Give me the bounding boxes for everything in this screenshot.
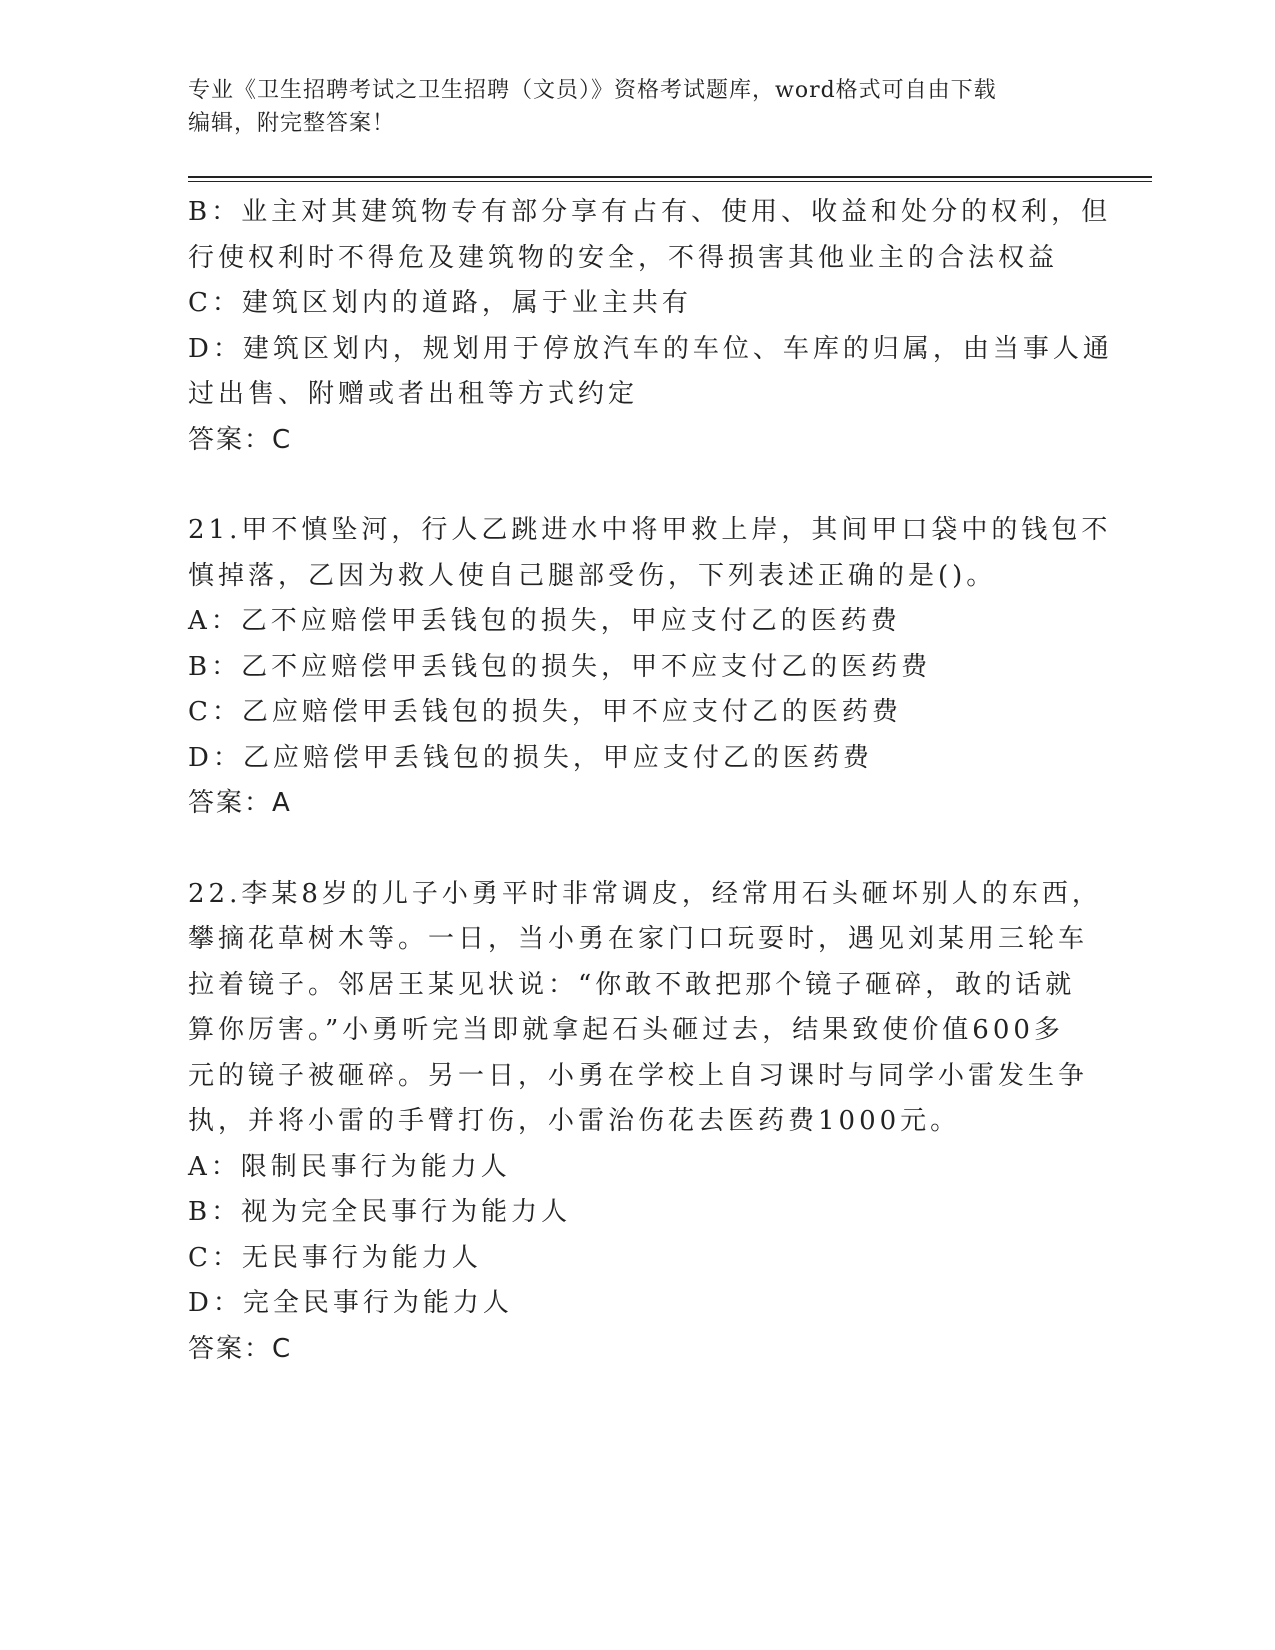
question-22 — [188, 872, 1102, 1373]
question-stem-line-3: 拉着镜子。邻居王某见状说：“你敢不敢把那个镜子砸碎，敢的话就 — [188, 969, 1076, 1000]
option-d: D：完全民事行为能力人 — [188, 1288, 513, 1318]
option-b: B：视为完全民事行为能力人 — [188, 1197, 572, 1227]
question-21 — [188, 508, 1112, 827]
document-body — [188, 190, 1113, 1372]
spacer — [188, 827, 1088, 872]
answer-label: 答案： — [188, 788, 273, 818]
question-stem-line-1: 22.李某8岁的儿子小勇平时非常调皮，经常用石头砸坏别人的东西， — [188, 878, 1102, 909]
question-stem-line-5: 元的镜子被砸碎。另一日，小勇在学校上自习课时与同学小雷发生争 — [188, 1060, 1089, 1091]
option-c: C：无民事行为能力人 — [188, 1242, 482, 1273]
answer-value: A — [272, 788, 292, 818]
answer-label: 答案： — [188, 1333, 273, 1364]
answer-value: C — [272, 424, 293, 455]
question-stem-line-2: 攀摘花草树木等。一日，当小勇在家门口玩耍时，遇见刘某用三轮车 — [188, 924, 1089, 954]
option-c: C：乙应赔偿甲丢钱包的损失，甲不应支付乙的医药费 — [188, 697, 902, 727]
header-divider-thick — [188, 176, 1152, 178]
question-stem-line-2: 慎掉落，乙因为救人使自己腿部受伤，下列表述正确的是()。 — [188, 560, 997, 591]
option-b-line-1: B：业主对其建筑物专有部分享有占有、使用、收益和处分的权利，但 — [188, 197, 1112, 227]
answer-value: C — [272, 1333, 293, 1364]
answer-label: 答案： — [188, 424, 273, 455]
question-stem-line-4: 算你厉害。”小勇听完当即就拿起石头砸过去，结果致使价值600多 — [188, 1015, 1064, 1045]
option-c: C：建筑区划内的道路，属于业主共有 — [188, 288, 692, 318]
question-stem-line-1: 21.甲不慎坠河，行人乙跳进水中将甲救上岸，其间甲口袋中的钱包不 — [188, 515, 1112, 545]
question-stem-line-6: 执，并将小雷的手臂打伤，小雷治伤花去医药费1000元。 — [188, 1106, 961, 1136]
option-a: A：乙不应赔偿甲丢钱包的损失，甲应支付乙的医药费 — [188, 606, 901, 636]
question-20-continued — [188, 190, 1113, 463]
option-d-line-1: D：建筑区划内，规划用于停放汽车的车位、车库的归属，由当事人通 — [188, 333, 1113, 364]
option-b-line-2: 行使权利时不得危及建筑物的安全，不得损害其他业主的合法权益 — [188, 242, 1059, 273]
option-b: B：乙不应赔偿甲丢钱包的损失，甲不应支付乙的医药费 — [188, 651, 932, 682]
option-a: A：限制民事行为能力人 — [188, 1151, 511, 1182]
header-line-1: 专业《卫生招聘考试之卫生招聘（文员）》资格考试题库，word格式可自由下载 — [188, 78, 997, 103]
option-d: D：乙应赔偿甲丢钱包的损失，甲应支付乙的医药费 — [188, 742, 873, 773]
answer — [188, 418, 1088, 464]
header-line-2: 编辑，附完整答案！ — [188, 111, 396, 136]
document-header — [188, 74, 1068, 140]
spacer — [188, 463, 1088, 508]
answer — [188, 781, 1088, 827]
header-divider-thin — [188, 181, 1152, 182]
answer — [188, 1327, 1088, 1373]
option-d-line-2: 过出售、附赠或者出租等方式约定 — [188, 379, 639, 409]
